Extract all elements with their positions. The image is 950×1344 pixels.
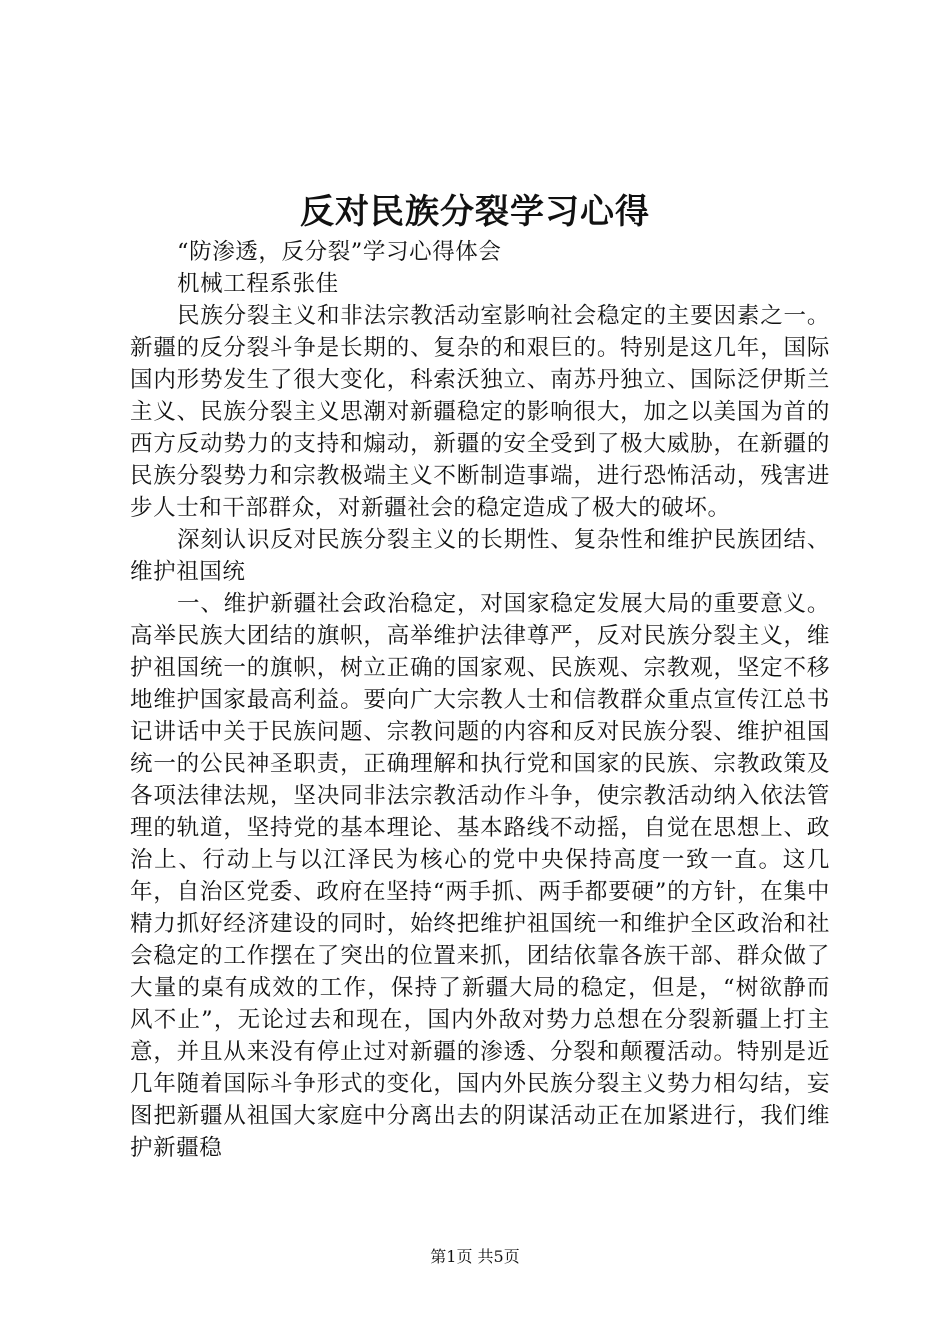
author-paragraph: 机械工程系张佳 — [177, 271, 339, 297]
body-paragraph-1: 民族分裂主义和非法宗教活动室影响社会稳定的主要因素之一。新疆的反分裂斗争是长期的、复杂的和艰巨的。特别是这几年，国际国内形势发生了很大变化，科索沃独立、南苏丹独立、国际泛伊斯兰主义、民族分裂主义思潮对新疆稳定的影响很大，加之以美国为首的西方反动势力的支持和煽动，新疆的安全受到了极大威胁，在新疆的民族分裂势力和宗教极端主义不断制造事端，进行恐怖活动，残害进步人士和干部群众，对新疆社会的稳定造成了极大的破坏。 — [130, 303, 830, 521]
body-paragraph-2: 深刻认识反对民族分裂主义的长期性、复杂性和维护民族团结、维护祖国统 — [130, 527, 830, 585]
page-footer: 第1页 共5页 — [430, 1247, 520, 1266]
document-body — [130, 236, 830, 1164]
body-paragraph-3: 一、维护新疆社会政治稳定，对国家稳定发展大局的重要意义。高举民族大团结的旗帜，高举维护法律尊严，反对民族分裂主义，维护祖国统一的旗帜，树立正确的国家观、民族观、宗教观，坚定不移地维护国家最高利益。要向广大宗教人士和信教群众重点宣传江总书记讲话中关于民族问题、宗教问题的内容和反对民族分裂、维护祖国统一的公民神圣职责，正确理解和执行党和国家的民族、宗教政策及各项法律法规，坚决同非法宗教活动作斗争，使宗教活动纳入依法管理的轨道，坚持党的基本理论、基本路线不动摇，自觉在思想上、政治上、行动上与以江泽民为核心的党中央保持高度一致一直。这几年，自治区党委、政府在坚持“两手抓、两手都要硬”的方针，在集中精力抓好经济建设的同时，始终把维护祖国统一和维护全区政治和社会稳定的工作摆在了突出的位置来抓，团结依靠各族干部、群众做了大量的桌有成效的工作，保持了新疆大局的稳定，但是，“树欲静而风不止”，无论过去和现在，国内外敌对势力总想在分裂新疆上打主意，并且从来没有停止过对新疆的渗透、分裂和颠覆活动。特别是近几年随着国际斗争形式的变化，国内外民族分裂主义势力相勾结，妄图把新疆从祖国大家庭中分离出去的阴谋活动正在加紧进行，我们维护新疆稳 — [130, 591, 830, 1161]
subtitle-paragraph: “防渗透，反分裂”学习心得体会 — [177, 239, 502, 265]
document-title: 反对民族分裂学习心得 — [300, 192, 650, 232]
